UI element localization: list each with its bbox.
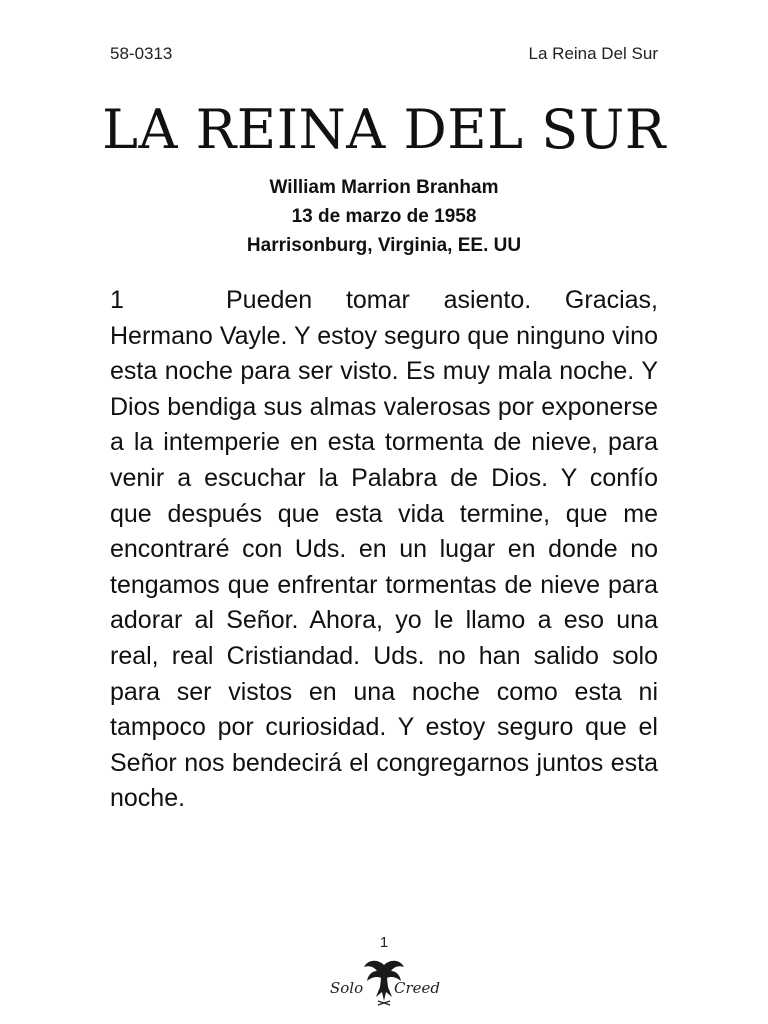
paragraph-text: Pueden tomar asiento. Gracias, Hermano Vayle. Y estoy seguro que ninguno vino esta noche para ser visto. Es muy mala noche. Y Dios bendiga sus almas valerosas por exponerse a la intemperie en esta tormenta de nieve, para venir a escuchar la Palabra de Dios. Y confío que después que esta vida termine, que me encontraré con Uds. en un lugar en donde no tengamos que enfrentar tormentas de nieve para adorar al Señor. Ahora, yo le llamo a eso una real, real Cristiandad. Uds. no han salido solo para ser vistos en una noche como esta ni tampoco por curiosidad. Y estoy seguro que el Señor nos bendecirá el congregarnos juntos esta noche. [110,286,658,813]
document-title: LA REINA DEL SUR [102,98,666,161]
author-name: William Marrion Branham [269,177,499,198]
page-number: 1 [379,934,389,951]
running-title: La Reina Del Sur [528,44,658,63]
page-footer [0,934,768,1007]
paragraph-1 [110,283,658,817]
paragraph-number: 1 [110,286,124,314]
logo-word-right: Creed [393,979,440,997]
logo-word-left: Solo [330,979,364,997]
sermon-place: Harrisonburg, Virginia, EE. UU [246,235,522,256]
sermon-date: 13 de marzo de 1958 [291,206,477,227]
solo-creed-logo [324,957,444,1007]
page-header [110,44,658,64]
sermon-meta [0,173,768,260]
sermon-code: 58-0313 [110,44,173,63]
